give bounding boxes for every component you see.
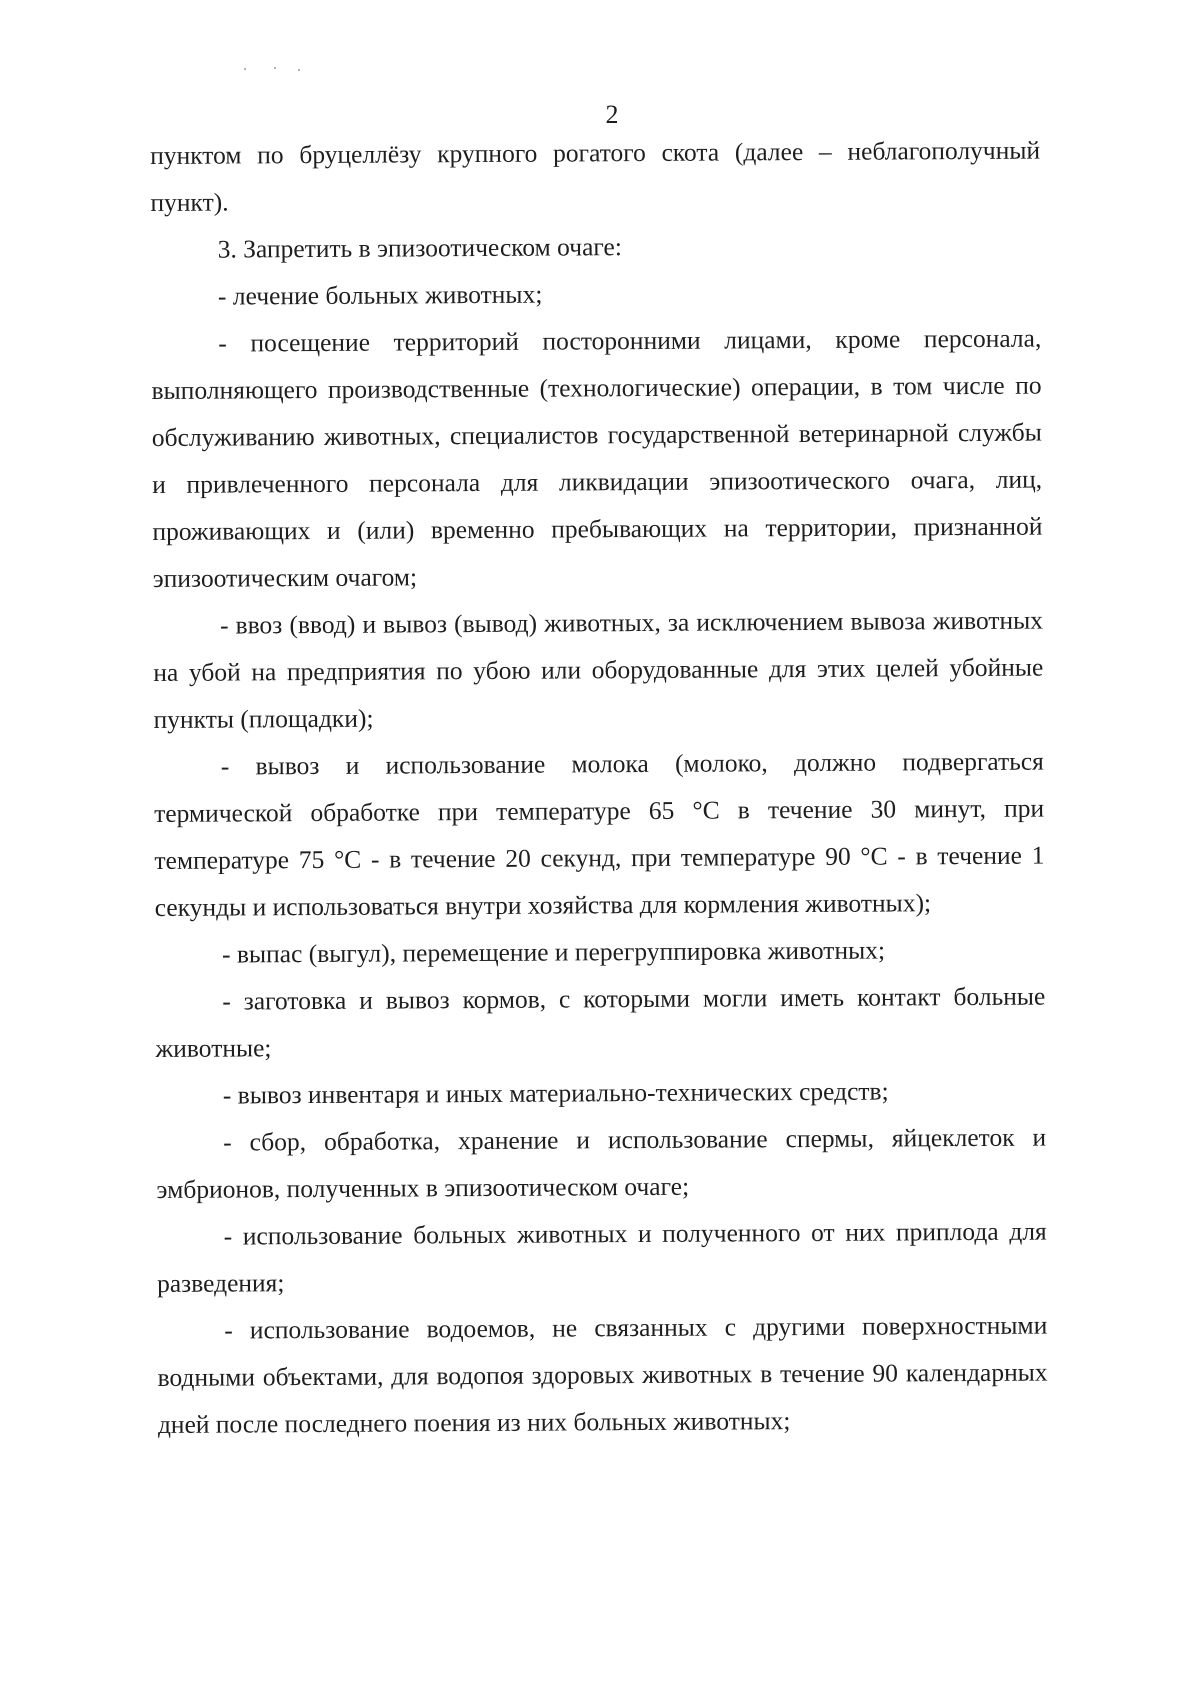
list-item: - выпас (выгул), перемещение и перегруппировка животных;	[221, 935, 886, 969]
list-item: - ввоз (ввод) и вывоз (вывод) животных, за исключением вывоза животных на убой на предприятия по убою или оборудованные для этих целей убойные пункты (площадки);	[153, 605, 1044, 734]
scan-dot	[244, 68, 246, 70]
document-body	[150, 127, 1048, 1448]
scan-dot	[298, 69, 300, 71]
list-item: - лечение больных животных;	[217, 279, 543, 311]
list-item: - сбор, обработка, хранение и использование спермы, яйцеклеток и эмбрионов, полученных в эпизоотическом очаге;	[156, 1122, 1047, 1204]
list-item: - использование больных животных и полученного от них приплода для разведения;	[156, 1216, 1047, 1298]
list-item: - использование водоемов, не связанных с другими поверхностными водными объектами, для водопоя здоровых животных в течение 90 календарных дней после последнего поения из них больных животных;	[157, 1310, 1048, 1439]
scan-dot	[274, 67, 276, 69]
list-item: - посещение территорий посторонними лицами, кроме персонала, выполняющего производственные (технологические) операции, в том числе по обслуживанию животных, специалистов государственной ветеринарной службы и привлеченного персонала для ликвидации эпизоотического очага, лиц, проживающих и (или) временно пребывающих на территории, признанной эпизоотическим очагом;	[151, 323, 1043, 593]
list-item: - вывоз и использование молока (молоко, должно подвергаться термической обработке при температуре 65 °С в течение 30 минут, при температуре 75 °С - в течение 20 секунд, при температуре 90 °С - в течение 1 секунды и использоваться внутри хозяйства для кормления животных);	[154, 746, 1045, 922]
paragraph-continuation: пунктом по бруцеллёзу крупного рогатого скота (далее – неблагополучный пункт).	[150, 135, 1041, 217]
list-item: - вывоз инвентаря и иных материально-технических средств;	[222, 1076, 889, 1110]
scan-artifact-dots	[244, 66, 304, 72]
paragraph-item-3-heading: 3. Запретить в эпизоотическом очаге:	[217, 232, 622, 264]
list-item: - заготовка и вывоз кормов, с которыми могли иметь контакт больные животные;	[155, 981, 1046, 1063]
page-number: 2	[605, 100, 619, 129]
